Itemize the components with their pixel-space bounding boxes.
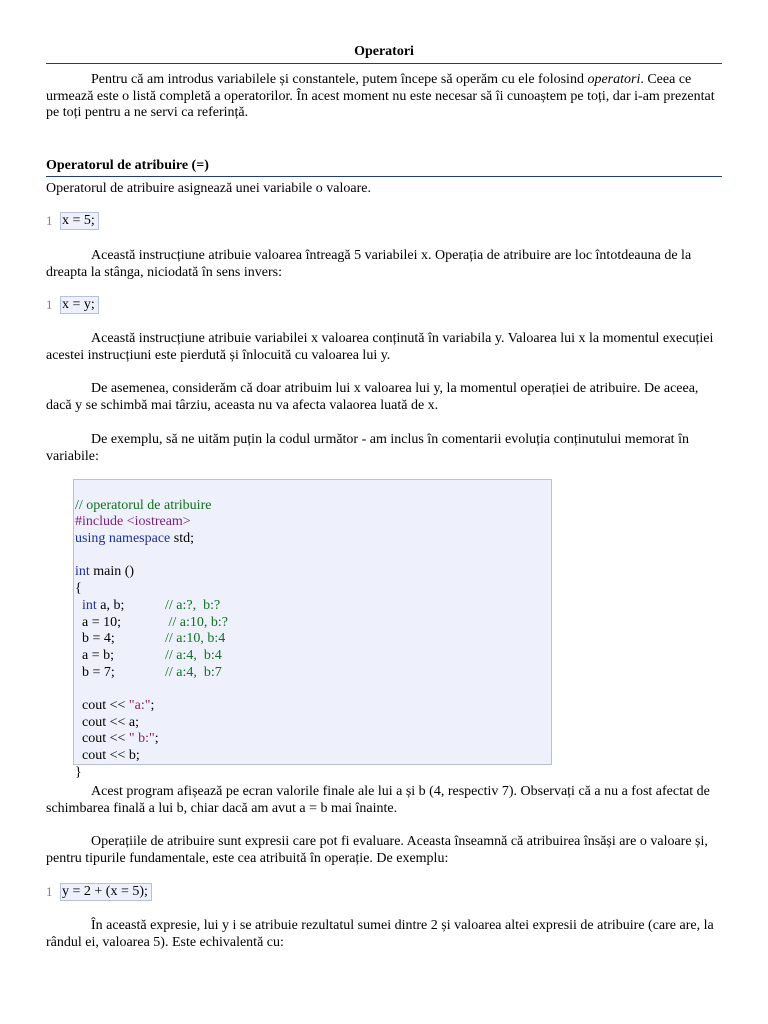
intro-emphasis: operatori [587,72,641,87]
code-text: cout << [82,697,129,713]
code-line: { [75,581,82,597]
paragraph-1-text: Această instrucțiune atribuie valoarea întreagă 5 variabilei x. Operația de atribuire are loc întotdeauna de la dreapta la stânga, niciodată în sens invers: [46,248,692,280]
code-line [75,648,551,665]
code-line [75,665,551,682]
paragraph-4 [46,432,722,465]
section-heading: Operatorul de atribuire (=) [46,158,722,177]
code-line [75,631,551,648]
code-text: a, b; [96,597,125,613]
paragraph-7 [46,918,722,951]
code-text: b = 7; [82,664,115,680]
code-line: // operatorul de atribuire [75,497,212,513]
code-comment: // a:10, b:? [165,614,228,630]
code-line [75,715,551,732]
code-text: cout << [82,731,129,747]
intro-text-1: Pentru că am introdus variabilele și constantele, putem începe să operăm cu ele folosind [91,72,588,87]
code-text: cout << a; [82,714,139,730]
code-line [75,748,551,765]
section-lead: Operatorul de atribuire asignează unei variabile o valoare. [46,181,371,196]
code-line [75,531,551,548]
paragraph-5 [46,784,722,817]
keyword: int [75,564,90,580]
code-comment: // a:10, b:4 [165,631,226,647]
paragraph-6-text: Operațiile de atribuire sunt expresii care pot fi evaluare. Aceasta înseamnă că atribuirea însăși are o valoare și, pentru tipurile fundamentale, este cea atribuită în operație. De exemplu: [46,834,708,866]
code-line: } [75,764,82,780]
code-block [73,479,552,780]
keyword: int [82,597,97,613]
snippet-code: x = y; [60,296,99,314]
paragraph-7-text: În această expresie, lui y i se atribuie rezultatul sumei dintre 2 și valoarea altei expresii de atribuire (care are, la rândul ei, valoarea 5). Este echivalentă cu: [46,918,714,950]
snippet-code: x = 5; [60,212,99,230]
code-snippet-1 [46,212,99,230]
paragraph-5-text: Acest program afișează pe ecran valorile finale ale lui a și b (4, respectiv 7). Observați că a nu a fost afectat de schimbarea finală a lui b, chiar dacă am avut a = b mai înainte. [46,784,710,816]
intro-text-2: . Ceea ce urmează este o listă completă a operatorilor. În acest moment nu este necesar să îi cunoaștem pe toți, dar i-am prezentat pe toți pentru a ne servi ca referință. [46,72,715,120]
code-comment: // a:4, b:7 [165,664,222,680]
code-string: " b:" [128,731,155,747]
code-text: cout << b; [82,748,140,764]
code-text: a = 10; [82,614,121,630]
code-text: a = b; [82,647,114,663]
paragraph-1 [46,248,722,281]
code-comment: // a:4, b:4 [165,647,222,663]
code-line [75,598,551,615]
code-snippet-3 [46,883,152,901]
intro-paragraph [46,72,722,122]
code-line [75,731,551,748]
line-number: 1 [46,212,53,228]
code-text: main () [89,564,135,580]
code-text: b = 4; [82,631,115,647]
keyword: using namespace [75,531,171,547]
code-snippet-2 [46,296,99,314]
paragraph-4-text: De exemplu, să ne uităm puțin la codul următor - am inclus în comentarii evoluția conținutului memorat în variabile: [46,432,689,464]
code-line [75,698,551,715]
code-text: ; [150,697,155,713]
code-line-blank [75,681,551,698]
code-comment: // a:?, b:? [165,597,221,613]
paragraph-6 [46,834,722,867]
line-number: 1 [46,296,53,312]
code-line-blank [75,548,551,565]
code-text: std; [170,531,194,547]
code-line [75,564,551,581]
code-line [75,615,551,632]
line-number: 1 [46,883,53,899]
snippet-code: y = 2 + (x = 5); [60,883,152,901]
code-text: ; [154,731,159,747]
code-line: #include <iostream> [75,514,191,530]
code-string: "a:" [128,697,151,713]
page-title: Operatori [46,44,722,64]
paragraph-2 [46,331,722,364]
paragraph-3 [46,381,722,414]
paragraph-3-text: De asemenea, considerăm că doar atribuim lui x valoarea lui y, la momentul operației de atribuire. De aceea, dacă y se schimbă mai târziu, aceasta nu va afecta valaorea luată de x. [46,381,699,413]
paragraph-2-text: Această instrucțiune atribuie variabilei x valoarea conținută în variabila y. Valoarea lui x la momentul execuției acestei instrucțiuni este pierdută și înlocuită cu valoarea lui y. [46,331,714,363]
